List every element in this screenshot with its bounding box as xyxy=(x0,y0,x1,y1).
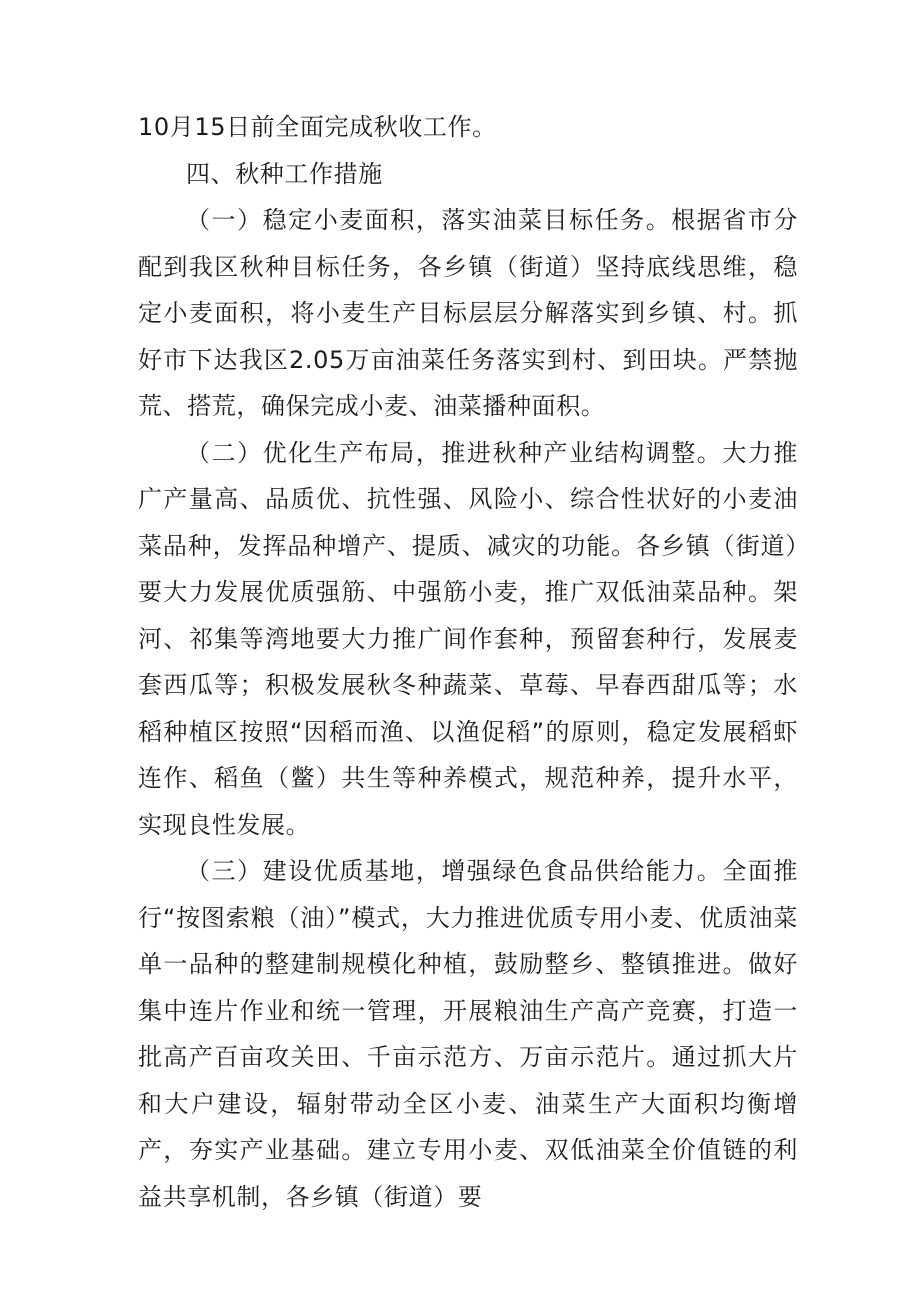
paragraph-build-quality-bases: （三）建设优质基地，增强绿色食品供给能力。全面推行“按图索粮（油）”模式，大力推进优质专用小麦、优质油菜单一品种的整建制规模化种植，鼓励整乡、整镇推进。做好集中连片作业和统一管理，开展粮油生产高产竞赛，打造一批高产百亩攻关田、千亩示范方、万亩示范片。通过抓大片和大户建设，辐射带动全区小麦、油菜生产大面积均衡增产，夯实产业基础。建立专用小麦、双低油菜全价值链的利益共享机制，各乡镇（街道）要 xyxy=(138,857,798,1211)
document-body xyxy=(138,104,798,1220)
paragraph-autumn-harvest-deadline: 10月15日前全面完成秋收工作。 xyxy=(138,113,497,141)
paragraph-stabilize-wheat-area: （一）稳定小麦面积，落实油菜目标任务。根据省市分配到我区秋种目标任务，各乡镇（街道）坚持底线思维，稳定小麦面积，将小麦生产目标层层分解落实到乡镇、村。抓好市下达我区2.05万亩油菜任务落实到村、到田块。严禁抛荒、搭荒，确保完成小麦、油菜播种面积。 xyxy=(138,206,798,420)
section-heading-autumn-sowing-measures: 四、秋种工作措施 xyxy=(186,159,383,188)
paragraph-optimize-production-layout: （二）优化生产布局，推进秋种产业结构调整。大力推广产量高、品质优、抗性强、风险小、综合性状好的小麦油菜品种，发挥品种增产、提质、减灾的功能。各乡镇（街道）要大力发展优质强筋、中强筋小麦，推广双低油菜品种。架河、祁集等湾地要大力推广间作套种，预留套种行，发展麦套西瓜等；积极发展秋冬种蔬菜、草莓、早春西甜瓜等；水稻种植区按照“因稻而渔、以渔促稻”的原则，稳定发展稻虾连作、稻鱼（鳖）共生等种养模式，规范种养，提升水平，实现良性发展。 xyxy=(138,438,798,839)
